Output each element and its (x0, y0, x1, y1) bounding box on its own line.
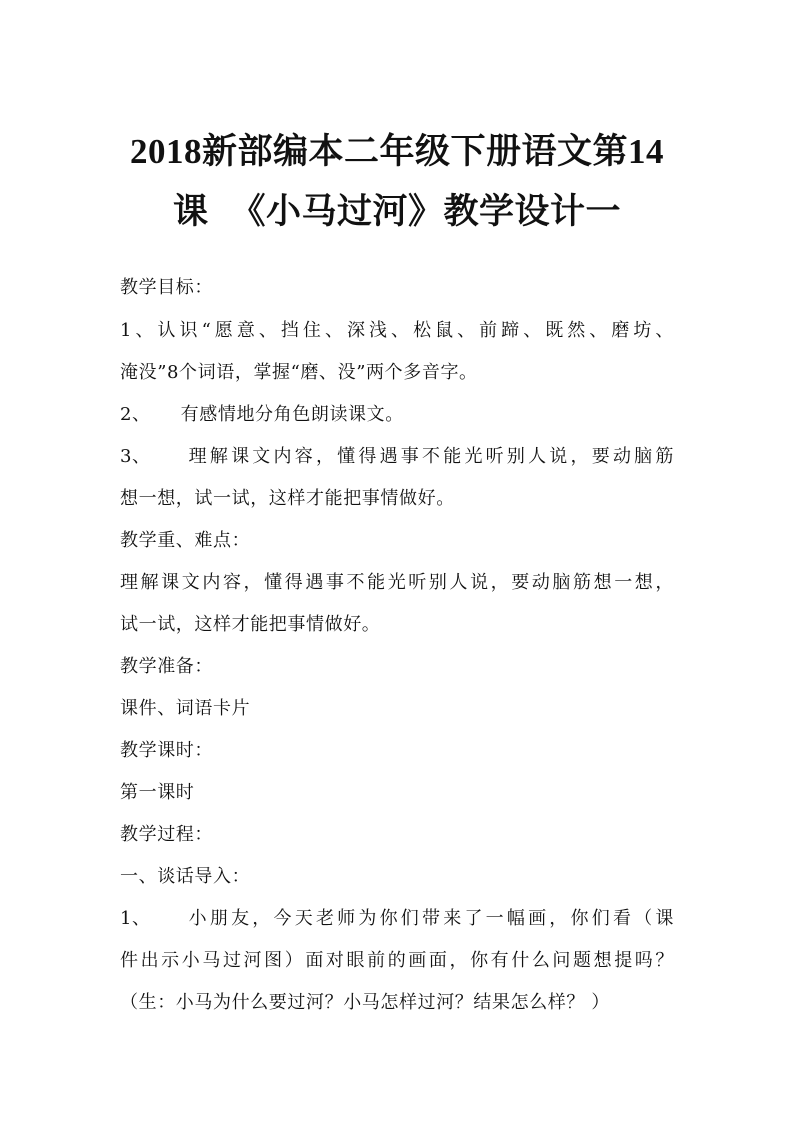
objective-2-text: 有感情地分角色朗读课文。 (180, 404, 404, 425)
process-item-1-line-1 (120, 907, 674, 931)
process-item-1-text: 小朋友，今天老师为你们带来了一幅画，你们看（课 (188, 908, 674, 929)
objective-2-number: 2、 (120, 404, 151, 425)
process-item-1-line-2: 件出示小马过河图）面对眼前的画面，你有什么问题想提吗？ (120, 950, 674, 971)
process-section-1: 一、谈话导入： (120, 866, 251, 887)
key-points-line-1: 理解课文内容，懂得遇事不能光听别人说，要动脑筋想一想， (120, 572, 674, 593)
key-points-heading: 教学重、难点： (120, 530, 251, 551)
title-lesson-word: 课 (172, 192, 209, 231)
objective-1-line-1: 1、认识“愿意、挡住、深浅、松鼠、前蹄、既然、磨坊、 (120, 320, 674, 341)
objective-3-text: 理解课文内容，懂得遇事不能光听别人说，要动脑筋 (188, 446, 674, 467)
objectives-heading: 教学目标： (120, 277, 213, 298)
objective-1-line-2: 淹没”8个词语，掌握“磨、没”两个多音字。 (120, 362, 478, 383)
preparation-heading: 教学准备： (120, 656, 213, 677)
objective-3-line-1 (120, 445, 674, 469)
objective-3-line-2: 想一想，试一试，这样才能把事情做好。 (120, 488, 455, 509)
process-heading: 教学过程： (120, 824, 213, 845)
objective-3-number: 3、 (120, 446, 151, 467)
preparation-content: 课件、词语卡片 (120, 698, 251, 719)
document-title-line-2 (100, 192, 694, 232)
process-item-1-line-3: （生：小马为什么要过河？小马怎样过河？结果怎么样？ ） (120, 992, 610, 1013)
process-item-1-number: 1、 (120, 908, 151, 929)
document-title-line-1: 2018新部编本二年级下册语文第14 (129, 132, 664, 171)
objective-2 (120, 403, 674, 427)
class-hours-content: 第一课时 (120, 782, 195, 803)
key-points-line-2: 试一试，这样才能把事情做好。 (120, 614, 381, 635)
class-hours-heading: 教学课时： (120, 740, 213, 761)
title-lesson-name: 《小马过河》教学设计一 (230, 192, 622, 231)
